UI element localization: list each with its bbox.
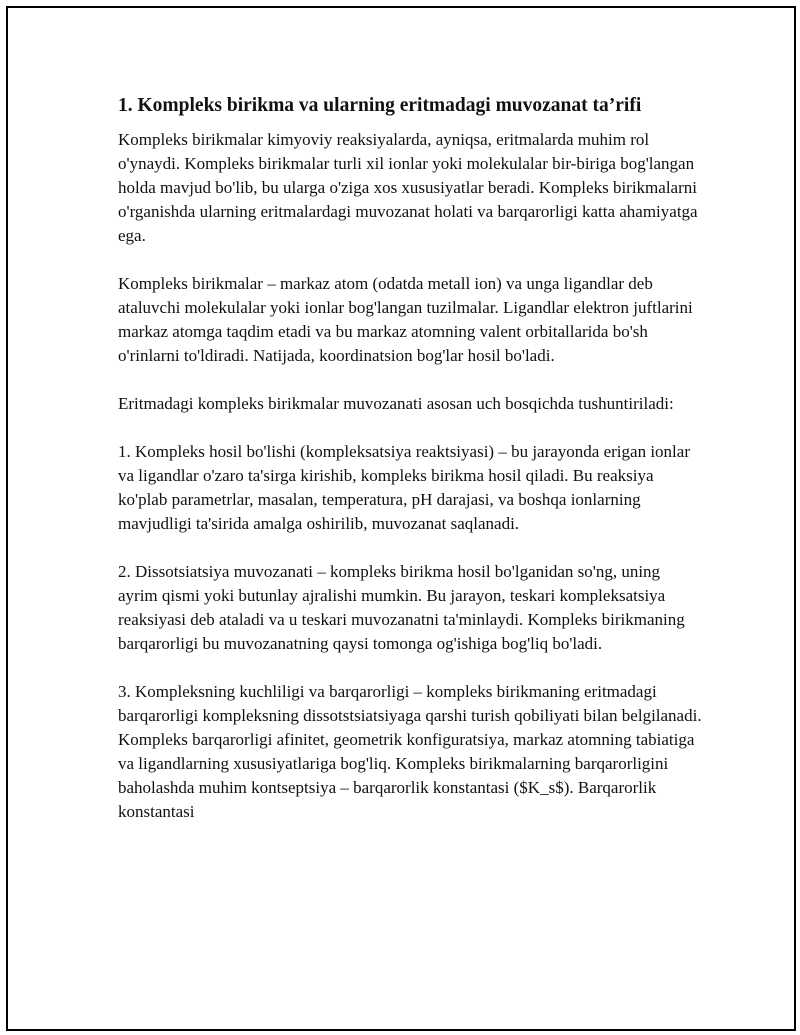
paragraph-stage-1: 1. Kompleks hosil bo'lishi (kompleksatsiya reaktsiyasi) – bu jarayonda erigan ionlar va ligandlar o'zaro ta'sirga kirishib, kompleks birikma hosil qiladi. Bu reaksiya ko'plab parametrlar, masalan, temperatura, pH darajasi, va boshqa ionlarning mavjudligi ta'sirida amalga oshirilib, muvozanat saqlanadi. (118, 442, 690, 533)
paragraph-intro: Kompleks birikmalar kimyoviy reaksiyalarda, ayniqsa, eritmalarda muhim rol o'ynaydi. Kompleks birikmalar turli xil ionlar yoki molekulalar bir-biriga bog'langan holda mavjud bo'lib, bu ularga o'ziga xos xususiyatlar beradi. Kompleks birikmalarni o'rganishda ularning eritmalardagi muvozanat holati va barqarorligi katta ahamiyatga ega. (118, 130, 698, 245)
paragraph-stage-2: 2. Dissotsiatsiya muvozanati – kompleks birikma hosil bo'lganidan so'ng, uning ayrim qismi yoki butunlay ajralishi mumkin. Bu jarayon, teskari kompleksatsiya reaksiyasi deb ataladi va u teskari muvozanatni ta'minlaydi. Kompleks birikmaning barqarorligi bu muvozanatning qaysi tomonga og'ishiga bog'liq bo'ladi. (118, 562, 685, 653)
paragraph-stage-3: 3. Kompleksning kuchliligi va barqarorligi – kompleks birikmaning eritmadagi barqarorligi kompleksning dissotstsiatsiyaga qarshi turish qobiliyati bilan belgilanadi. Kompleks barqarorligi afinitet, geometrik konfiguratsiya, markaz atomning tabiatiga va ligandlarning xususiyatlariga bog'liq. Kompleks birikmalarning barqarorligini baholashda muhim kontseptsiya – barqarorlik konstantasi ($K_s$). Barqarorlik konstantasi (118, 682, 702, 821)
section-heading: 1. Kompleks birikma va ularning eritmadagi muvozanat ta’rifi (118, 95, 642, 116)
paragraph-definition: Kompleks birikmalar – markaz atom (odatda metall ion) va unga ligandlar deb ataluvchi molekulalar yoki ionlar bog'langan tuzilmalar. Ligandlar elektron juftlarini markaz atomga taqdim etadi va bu markaz atomning valent orbitallarida bo'sh o'rinlarni to'ldiradi. Natijada, koordinatsion bog'lar hosil bo'ladi. (118, 274, 693, 365)
document-body (118, 93, 703, 824)
paragraph-stages-intro: Eritmadagi kompleks birikmalar muvozanati asosan uch bosqichda tushuntiriladi: (118, 394, 674, 413)
